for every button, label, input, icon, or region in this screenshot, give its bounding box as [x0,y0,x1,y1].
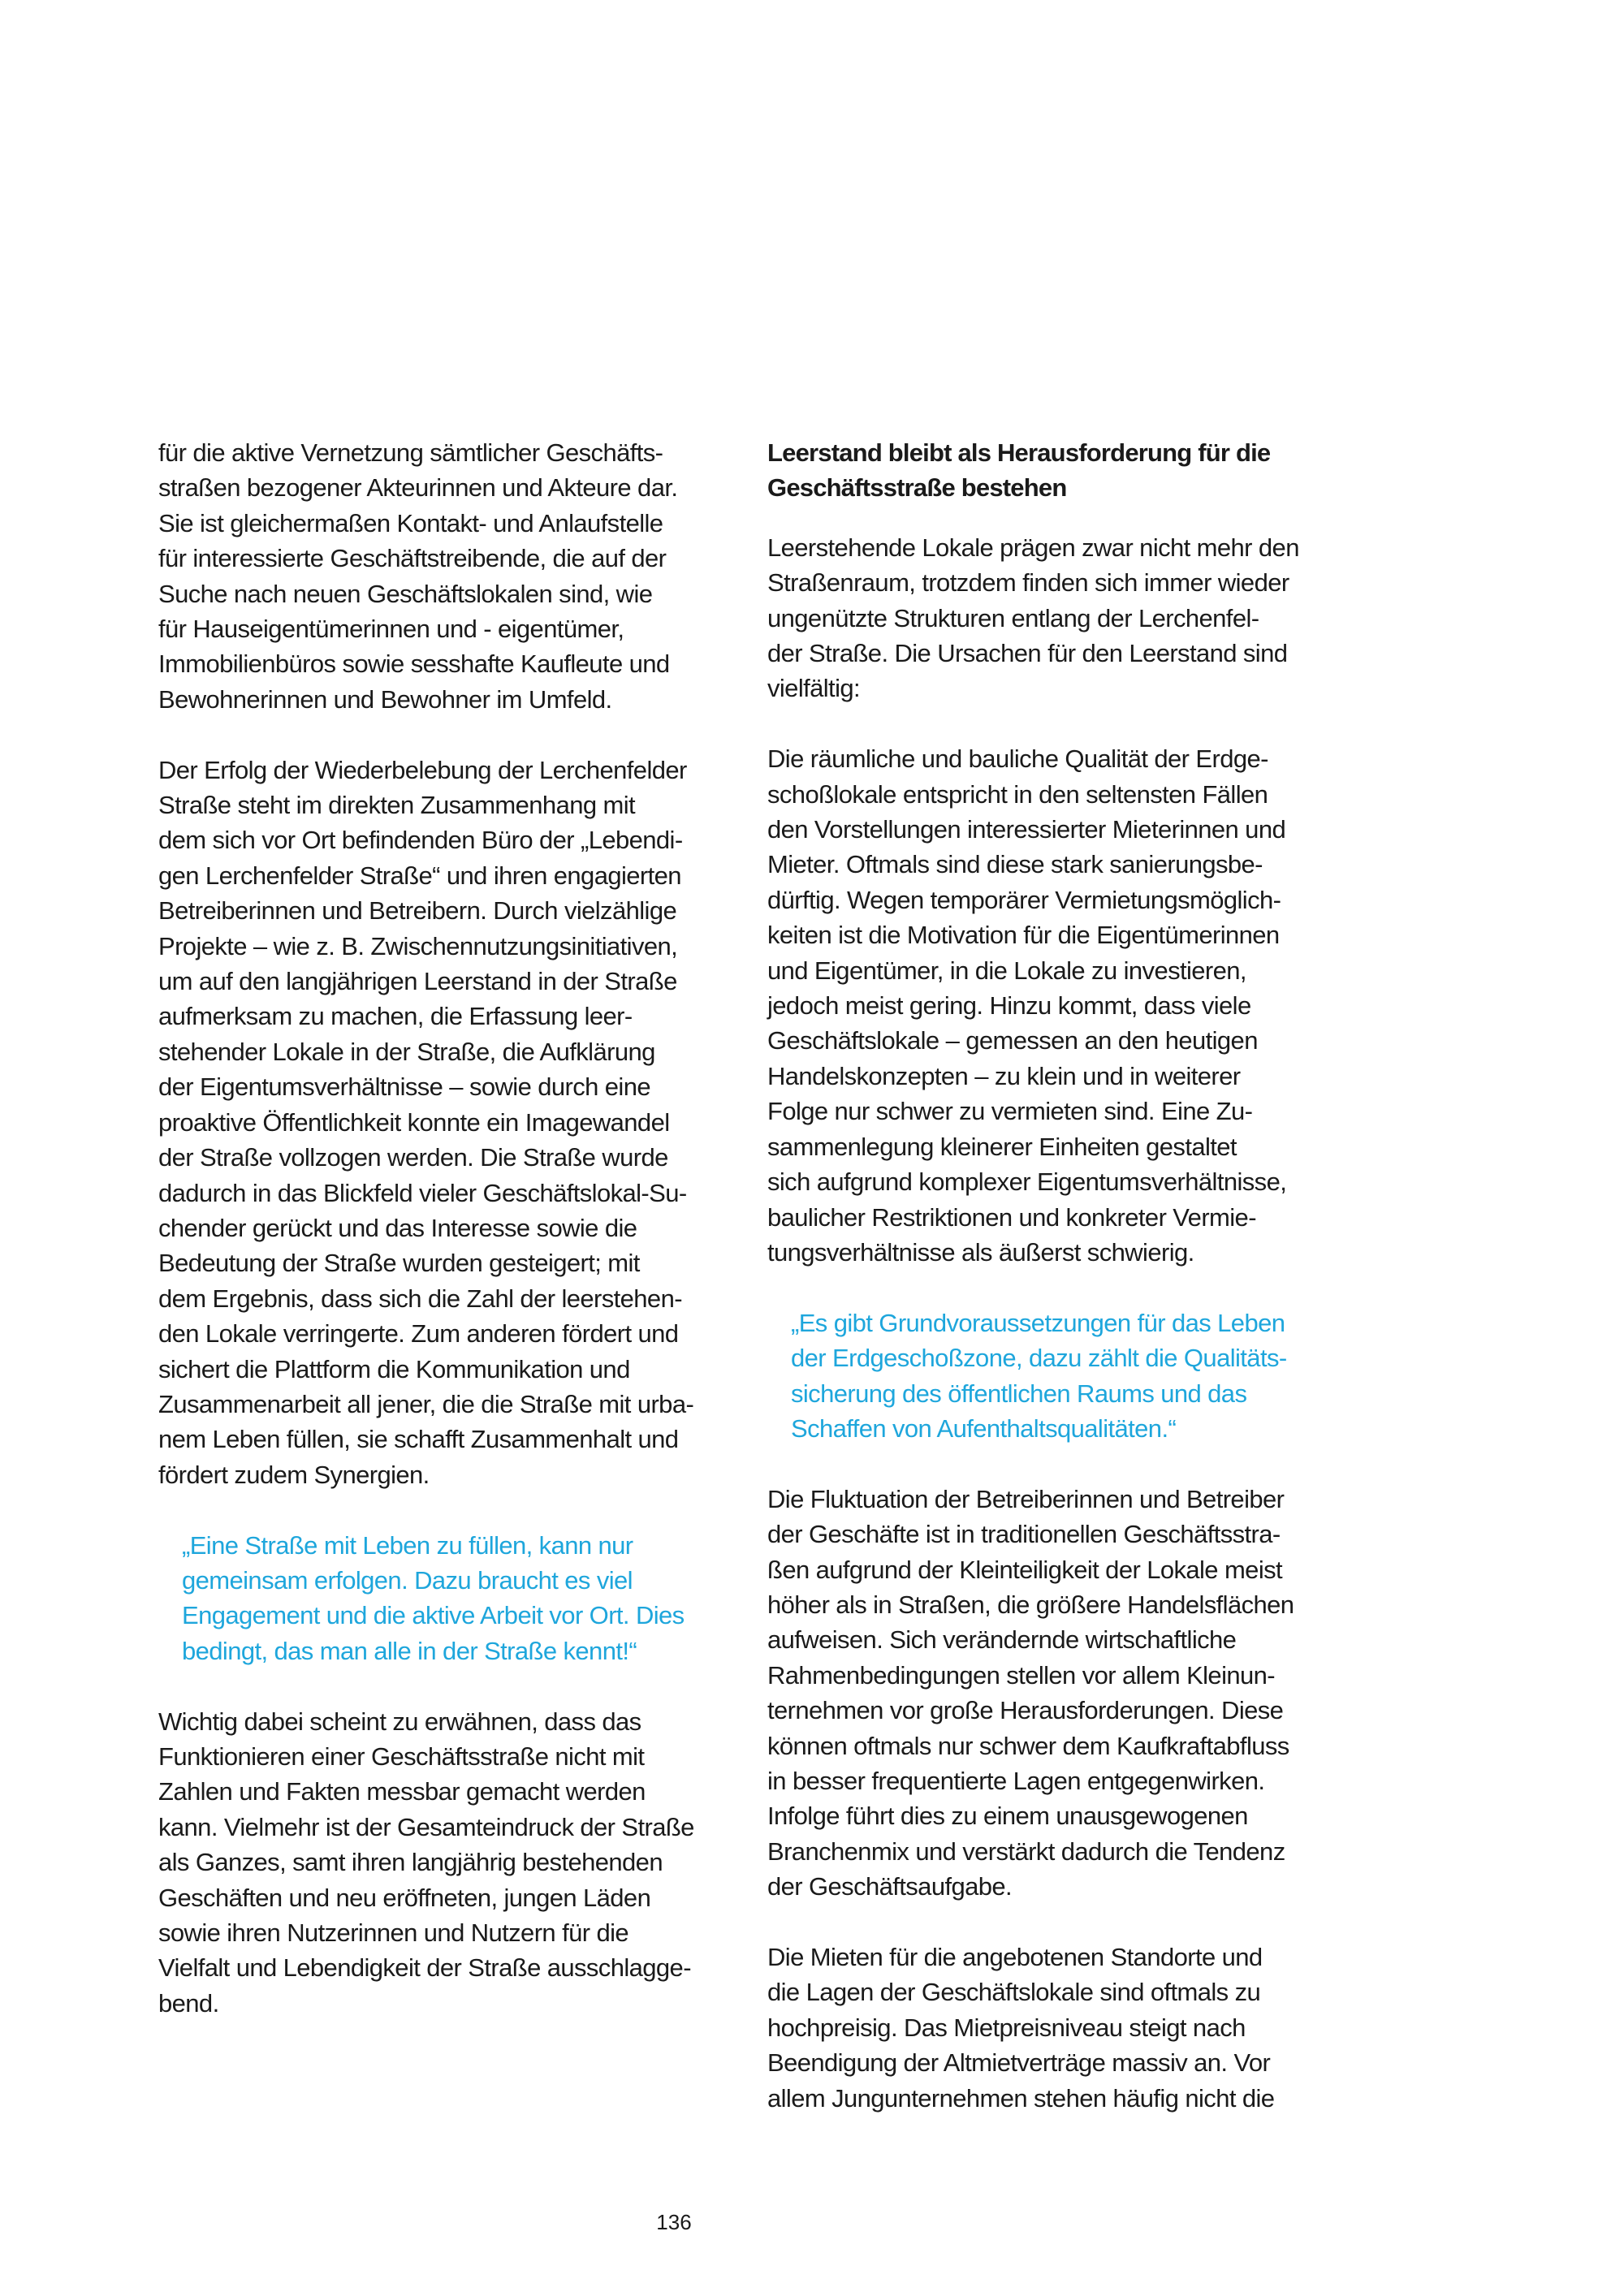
text-line: für Hauseigentümerinnen und - eigentümer, [158,615,624,644]
text-line: vielfältig: [767,674,861,703]
text-line: Rahmenbedingungen stellen vor allem Kleinun- [767,1660,1276,1690]
text-line: Straße steht im direkten Zusammenhang mit [158,791,636,820]
text-line: für die aktive Vernetzung sämtlicher Geschäfts- [158,438,663,467]
text-line: in besser frequentierte Lagen entgegenwirken. [767,1766,1265,1795]
text-line: Infolge führt dies zu einem unausgewogenen [767,1802,1248,1831]
text-line: Geschäften und neu eröffneten, jungen Läden [158,1883,651,1912]
text-line: stehender Lokale in der Straße, die Aufklärung [158,1037,655,1066]
text-line: jedoch meist gering. Hinzu kommt, dass viele [767,991,1251,1021]
text-line: Vielfalt und Lebendigkeit der Straße ausschlagge- [158,1953,691,1983]
text-line: Geschäftslokale – gemessen an den heutigen [767,1026,1258,1055]
text-line: nem Leben füllen, sie schafft Zusammenhalt und [158,1425,679,1454]
paragraph [767,1482,1360,1905]
text-line: tungsverhältnisse als äußerst schwierig. [767,1237,1194,1267]
text-line: dadurch in das Blickfeld vieler Geschäftslokal-Su- [158,1178,687,1207]
text-line: Betreiberinnen und Betreibern. Durch vielzählige [158,896,677,926]
text-line: Beendigung der Altmietverträge massiv an. Vor [767,2048,1271,2078]
text-line: „Eine Straße mit Leben zu füllen, kann nur [182,1530,633,1560]
text-line: ßen aufgrund der Kleinteiligkeit der Lokale meist [767,1555,1283,1584]
text-line: dürftig. Wegen temporärer Vermietungsmöglich- [767,885,1281,914]
text-line: bend. [158,1988,219,2018]
text-line: gen Lerchenfelder Straße“ und ihren engagierten [158,861,681,890]
text-line: kann. Vielmehr ist der Gesamteindruck der Straße [158,1812,694,1841]
text-line: als Ganzes, samt ihren langjährig bestehenden [158,1848,663,1877]
text-line: „Es gibt Grundvoraussetzungen für das Leben [791,1308,1285,1337]
pull-quote [182,1528,751,1669]
text-line: Mieter. Oftmals sind diese stark sanierungsbe- [767,850,1263,879]
text-line: Schaffen von Aufenthaltsqualitäten.“ [791,1413,1177,1443]
text-line: Wichtig dabei scheint zu erwähnen, dass das [158,1707,641,1736]
text-line: sich aufgrund komplexer Eigentumsverhältnisse, [767,1167,1287,1197]
text-line: Straßenraum, trotzdem finden sich immer wieder [767,568,1289,598]
text-line: ungenützte Strukturen entlang der Lerchenfel- [767,603,1259,632]
pull-quote [791,1306,1360,1447]
text-line: Zusammenarbeit all jener, die die Straße mit urba- [158,1389,694,1418]
text-line: um auf den langjährigen Leerstand in der Straße [158,967,677,996]
text-line: allem Jungunternehmen stehen häufig nicht die [767,2083,1275,2113]
text-line: sicherung des öffentlichen Raums und das [791,1379,1247,1408]
text-line: Leerstehende Lokale prägen zwar nicht mehr den [767,533,1299,562]
text-line: Sie ist gleichermaßen Kontakt- und Anlaufstelle [158,508,663,537]
text-line: dem sich vor Ort befindenden Büro der „Lebendi- [158,826,683,855]
text-line: straßen bezogener Akteurinnen und Akteure dar. [158,473,678,503]
text-line: sowie ihren Nutzerinnen und Nutzern für die [158,1918,629,1948]
text-line: der Eigentumsverhältnisse – sowie durch eine [158,1072,650,1102]
text-line: Branchenmix und verstärkt dadurch die Tendenz [767,1836,1285,1866]
paragraph [767,1940,1360,2116]
page-number: 136 [656,2210,692,2234]
text-line: Die Fluktuation der Betreiberinnen und Betreiber [767,1484,1285,1513]
paragraph [158,753,751,1493]
text-line: höher als in Straßen, die größere Handelsflächen [767,1590,1294,1619]
text-line: für interessierte Geschäftstreibende, die auf der [158,544,667,573]
paragraph [767,530,1360,706]
text-line: Die Mieten für die angebotenen Standorte und [767,1943,1263,1971]
text-line: Geschäftsstraße bestehen [767,473,1067,503]
text-line: keiten ist die Motivation für die Eigentümerinnen [767,921,1280,950]
text-line: Folge nur schwer zu vermieten sind. Eine Zu- [767,1097,1253,1126]
paragraph [158,435,751,717]
text-line: baulicher Restriktionen und konkreter Vermie- [767,1202,1256,1232]
section-heading [767,435,1360,506]
text-line: Projekte – wie z. B. Zwischennutzungsinitiativen, [158,931,678,960]
text-line: Suche nach neuen Geschäftslokalen sind, wie [158,579,653,608]
text-line: chender gerückt und das Interesse sowie die [158,1213,637,1242]
text-line: aufweisen. Sich verändernde wirtschaftliche [767,1625,1237,1655]
text-line: dem Ergebnis, dass sich die Zahl der leerstehen- [158,1284,682,1313]
text-line: gemeinsam erfolgen. Dazu braucht es viel [182,1565,633,1595]
text-line: bedingt, das man alle in der Straße kennt!“ [182,1636,637,1665]
text-line: Bewohnerinnen und Bewohner im Umfeld. [158,684,612,714]
text-line: den Lokale verringerte. Zum anderen fördert und [158,1319,679,1349]
text-line: der Straße vollzogen werden. Die Straße wurde [158,1143,668,1172]
text-line: sichert die Plattform die Kommunikation und [158,1354,630,1383]
text-line: Bedeutung der Straße wurden gesteigert; mit [158,1249,640,1278]
text-line: schoßlokale entspricht in den seltensten Fällen [767,779,1268,809]
text-line: die Lagen der Geschäftslokale sind oftmals zu [767,1978,1261,2007]
right-column [767,435,1360,2151]
text-line: der Straße. Die Ursachen für den Leerstand sind [767,639,1288,668]
text-line: fördert zudem Synergien. [158,1460,430,1489]
text-line: ternehmen vor große Herausforderungen. Diese [767,1696,1284,1725]
text-line: Die räumliche und bauliche Qualität der Erdge- [767,744,1268,774]
text-line: Handelskonzepten – zu klein und in weiterer [767,1061,1241,1090]
text-line: proaktive Öffentlichkeit konnte ein Imagewandel [158,1107,670,1137]
paragraph [767,741,1360,1270]
paragraph [158,1704,751,2022]
text-line: aufmerksam zu machen, die Erfassung leer- [158,1002,633,1031]
text-line: Leerstand bleibt als Herausforderung für die [767,438,1271,467]
text-line: den Vorstellungen interessierter Mieterinnen und [767,815,1286,844]
text-line: Immobilienbüros sowie sesshafte Kaufleute und [158,650,670,679]
text-line: Engagement und die aktive Arbeit vor Ort. Dies [182,1601,685,1630]
text-line: und Eigentümer, in die Lokale zu investieren, [767,956,1246,985]
text-line: der Geschäfte ist in traditionellen Geschäftsstra- [767,1520,1281,1549]
text-line: Zahlen und Fakten messbar gemacht werden [158,1777,646,1806]
text-line: der Erdgeschoßzone, dazu zählt die Qualitäts- [791,1344,1287,1373]
text-line: hochpreisig. Das Mietpreisniveau steigt nach [767,2013,1246,2042]
left-column [158,435,751,2056]
text-line: Der Erfolg der Wiederbelebung der Lerchenfelder [158,755,687,784]
text-line: der Geschäftsaufgabe. [767,1872,1013,1901]
text-line: sammenlegung kleinerer Einheiten gestaltet [767,1132,1237,1161]
text-line: Funktionieren einer Geschäftsstraße nicht mit [158,1741,645,1771]
text-line: können oftmals nur schwer dem Kaufkraftabfluss [767,1731,1289,1760]
